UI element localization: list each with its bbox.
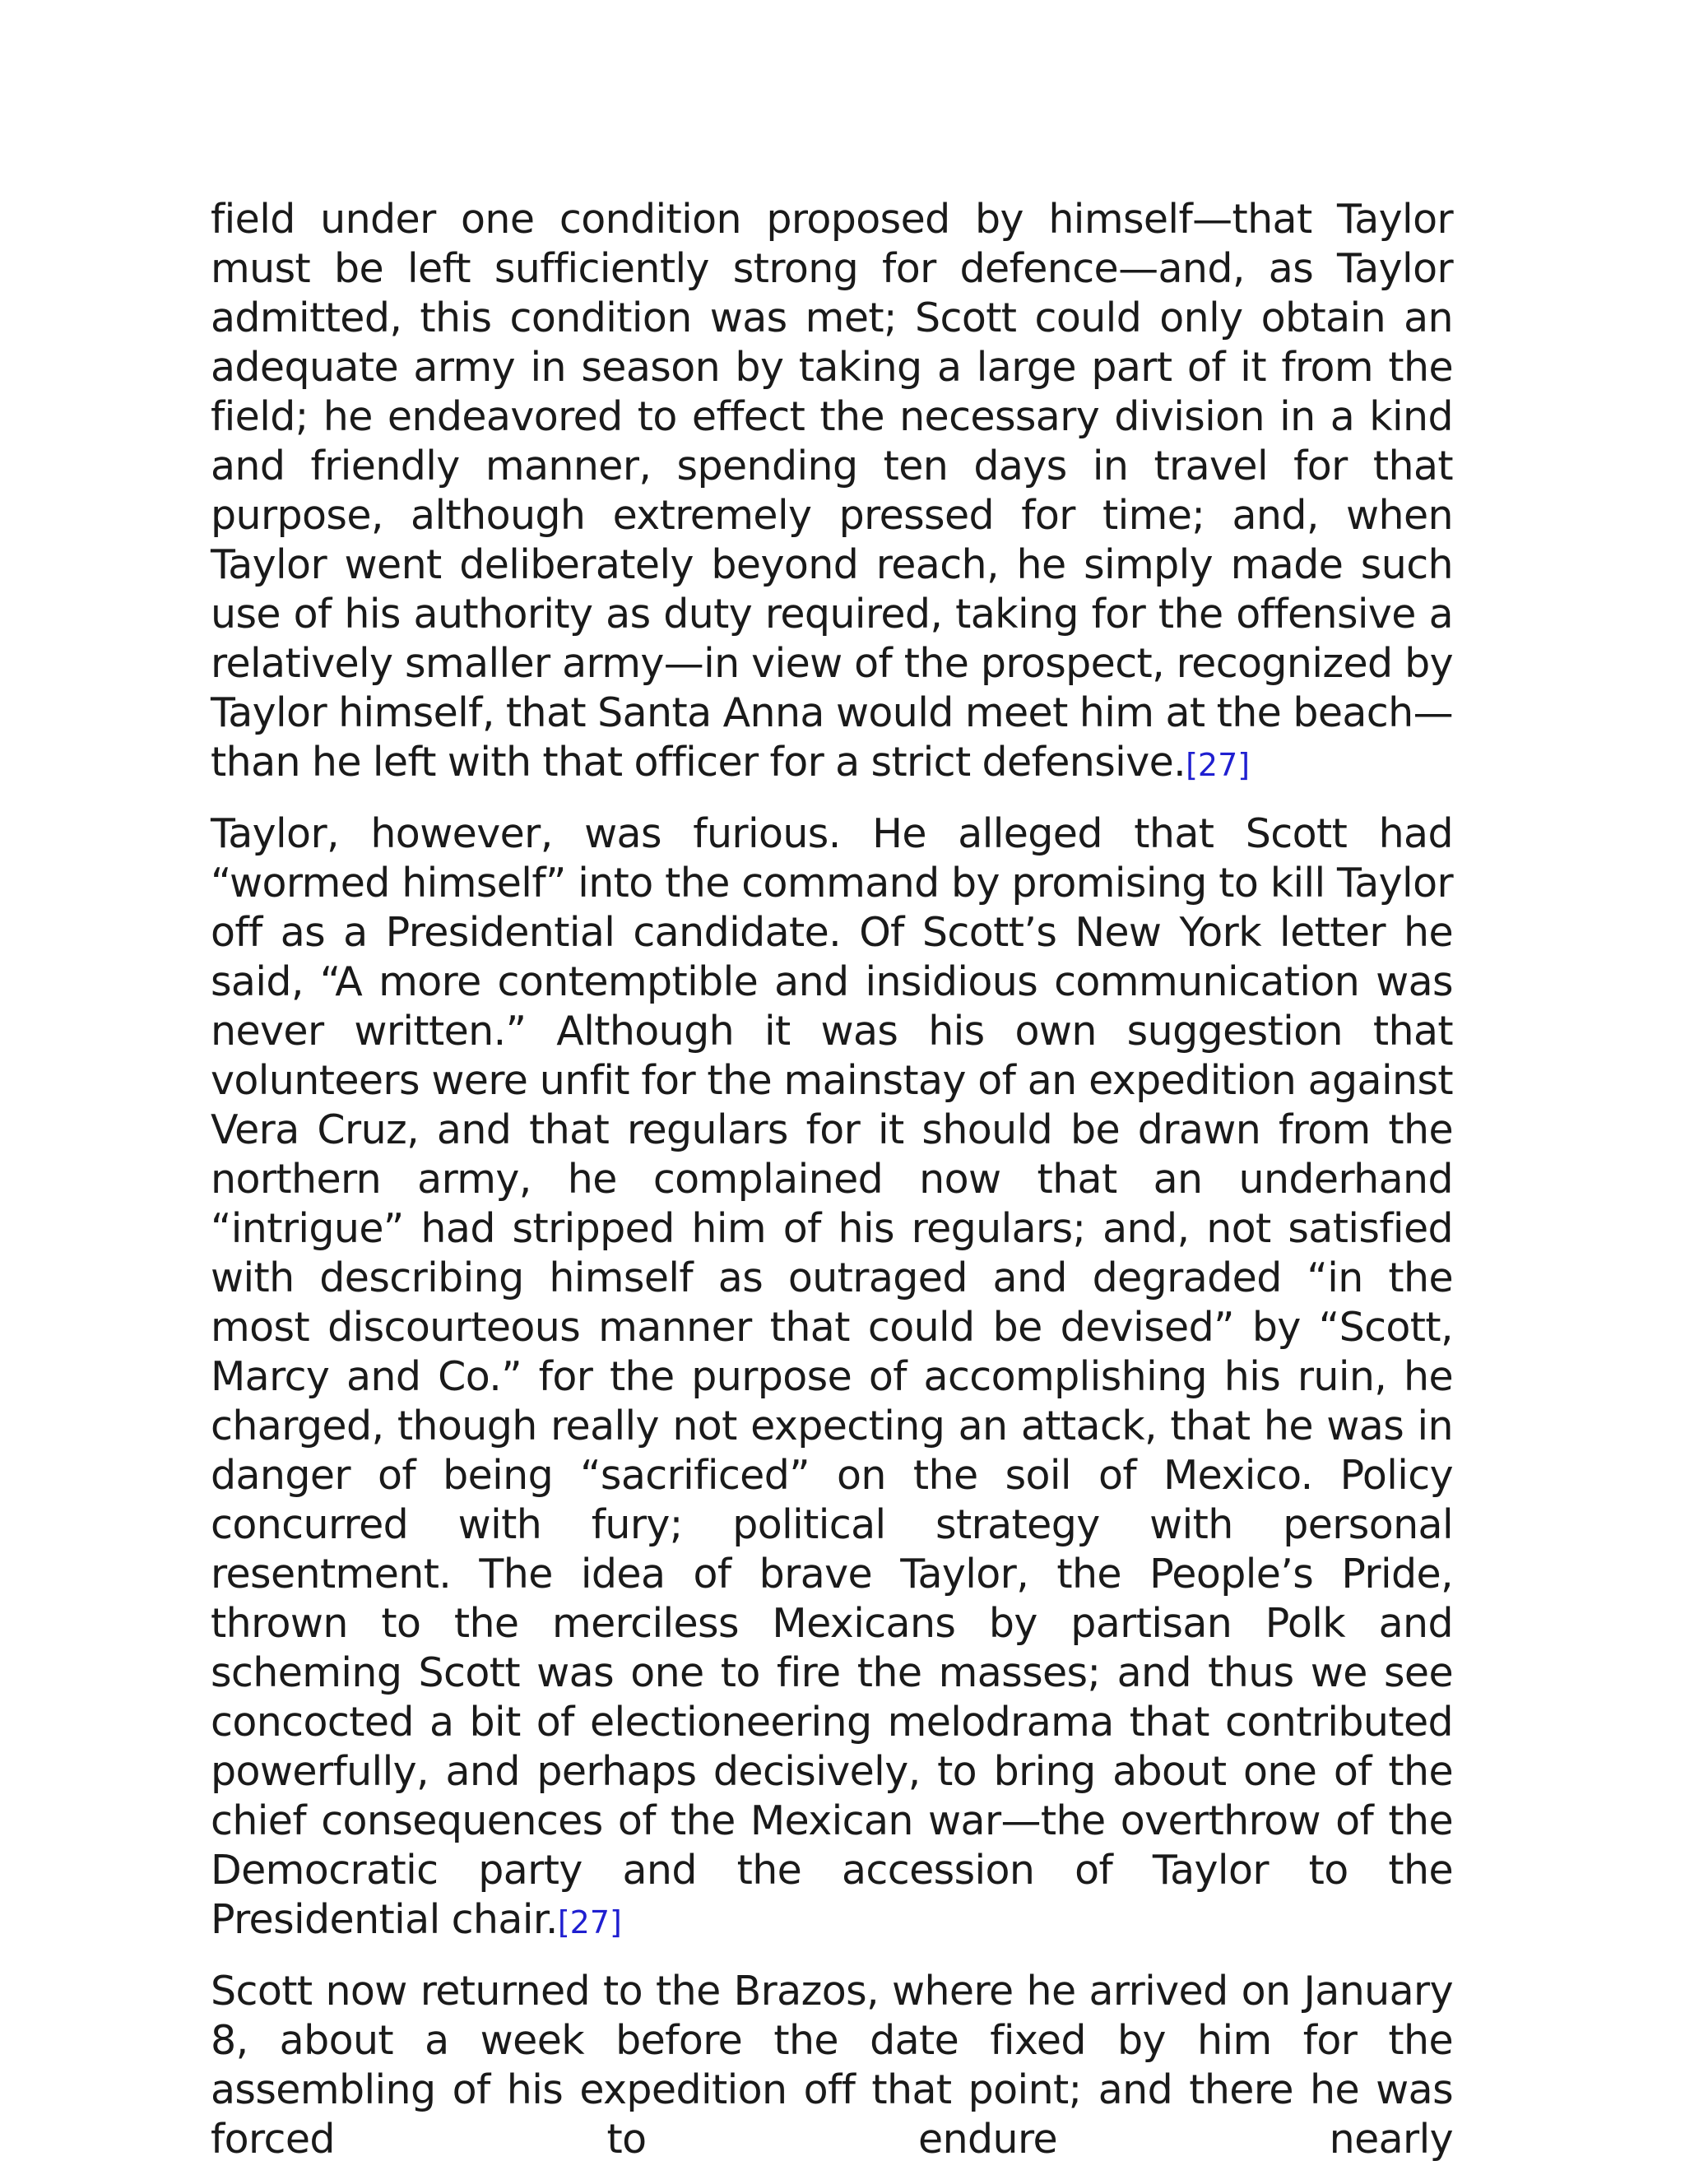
footnote-link-27[interactable]: [27] [1186,747,1251,783]
paragraph-2 [211,809,1453,1947]
paragraph-3 [211,1967,1453,2164]
paragraph-2-text: Taylor, however, was furious. He alleged that Scott had “wormed himself” into the command by promising to kill Taylor off as a Presidential candidate. Of Scott’s New York letter he said, “A more contemptible and insidious communication was never written.” Although it was his own suggestion that volunteers were unfit for the mainstay of an expedition against Vera Cruz, and that regulars for it should be drawn from the northern army, he complained now that an underhand “intrigue” had stripped him of his regulars; and, not satisfied with describing himself as outraged and degraded “in the most discourteous manner that could be devised” by “Scott, Marcy and Co.” for the purpose of accomplishing his ruin, he charged, though really not expecting an attack, that he was in danger of being “sacrificed” on the soil of Mexico. Policy concurred with fury; political strategy with personal resentment. The idea of brave Taylor, the People’s Pride, thrown to the merciless Mexicans by partisan Polk and scheming Scott was one to fire the masses; and thus we see concocted a bit of electioneering melodrama that contributed powerfully, and perhaps decisively, to bring about one of the chief consequences of the Mexican war—the overthrow of the Democratic party and the accession of Taylor to the Presidential chair. [211,810,1453,1943]
paragraph-1 [211,195,1453,790]
footnote-link-27[interactable]: [27] [557,1904,622,1941]
paragraph-3-text: Scott now returned to the Brazos, where he arrived on January 8, about a week before the date fixed by him for the assembling of his expedition off that point; and there he was forced to endure nearly [211,1968,1453,2163]
paragraph-1-text: field under one condition proposed by himself—that Taylor must be left sufficiently strong for defence—and, as Taylor admitted, this condition was met; Scott could only obtain an adequate army in season by taking a large part of it from the field; he endeavored to effect the necessary division in a kind and friendly manner, spending ten days in travel for that purpose, although extremely pressed for time; and, when Taylor went deliberately beyond reach, he simply made such use of his authority as duty required, taking for the offensive a relatively smaller army—in view of the prospect, recognized by Taylor himself, that Santa Anna would meet him at the beach—than he left with that officer for a strict defensive. [211,196,1453,786]
page-body [211,195,1453,2184]
